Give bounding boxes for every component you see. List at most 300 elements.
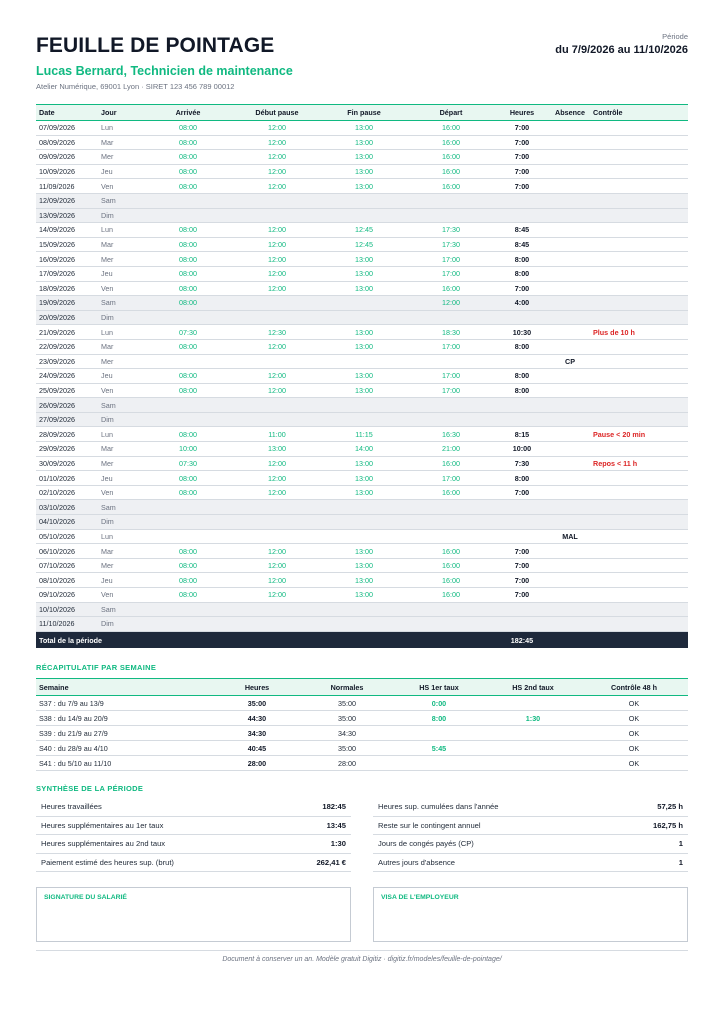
cell-absence: [550, 208, 590, 223]
cell-date: 26/09/2026: [36, 398, 98, 413]
cell-break-end: [320, 193, 408, 208]
cell-control: [590, 354, 688, 369]
total-value: 182:45: [494, 631, 550, 648]
cell-break-end: [320, 296, 408, 311]
cell-arrival: [142, 354, 234, 369]
cell-week-hours: 35:00: [212, 696, 302, 711]
cell-control: [590, 383, 688, 398]
weekly-summary-table: [36, 678, 688, 771]
table-row: [36, 310, 688, 325]
cell-control: [590, 369, 688, 384]
cell-arrival: [142, 602, 234, 617]
cell-date: 11/09/2026: [36, 179, 98, 194]
cell-break-end: 13:00: [320, 369, 408, 384]
cell-hours: 8:00: [494, 369, 550, 384]
cell-break-end: 12:45: [320, 237, 408, 252]
cell-arrival: 08:00: [142, 369, 234, 384]
cell-day: Dim: [98, 412, 142, 427]
cell-arrival: 08:00: [142, 237, 234, 252]
employer-visa-label: VISA DE L'EMPLOYEUR: [381, 894, 459, 901]
employee-name: Lucas Bernard, Technicien de maintenance: [36, 64, 293, 78]
cell-control: [590, 588, 688, 603]
period-value: du 7/9/2026 au 11/10/2026: [555, 44, 688, 56]
col-hours: Heures: [494, 105, 550, 121]
cell-hours: 7:00: [494, 485, 550, 500]
cell-absence: [550, 588, 590, 603]
cell-arrival: 08:00: [142, 558, 234, 573]
cell-break-end: 13:00: [320, 135, 408, 150]
cell-date: 21/09/2026: [36, 325, 98, 340]
cell-break-end: 13:00: [320, 150, 408, 165]
table-row: [36, 121, 688, 136]
cell-arrival: [142, 529, 234, 544]
cell-day: Lun: [98, 529, 142, 544]
cell-control: [590, 573, 688, 588]
cell-control: [590, 398, 688, 413]
cell-week-control: OK: [580, 696, 688, 711]
cell-break-start: 12:00: [234, 281, 320, 296]
cell-break-start: 12:00: [234, 588, 320, 603]
cell-break-end: [320, 500, 408, 515]
table-row: [36, 281, 688, 296]
cell-day: Jeu: [98, 573, 142, 588]
cell-break-end: 13:00: [320, 164, 408, 179]
cell-hours: [494, 529, 550, 544]
cell-control: [590, 412, 688, 427]
cell-break-end: 13:00: [320, 339, 408, 354]
synthesis-row: [373, 817, 688, 836]
cell-departure: 16:00: [408, 573, 494, 588]
cell-absence: [550, 369, 590, 384]
cell-hours: [494, 354, 550, 369]
cell-absence: [550, 296, 590, 311]
cell-week-hours: 40:45: [212, 741, 302, 756]
cell-absence: [550, 485, 590, 500]
synthesis-row: [373, 835, 688, 854]
cell-control: [590, 266, 688, 281]
cell-absence: [550, 252, 590, 267]
timesheet-header-row: [36, 105, 688, 121]
cell-hours: 7:00: [494, 121, 550, 136]
cell-day: Ven: [98, 383, 142, 398]
cell-arrival: 08:00: [142, 223, 234, 238]
cell-arrival: 08:00: [142, 296, 234, 311]
synthesis-row: [373, 854, 688, 873]
cell-date: 18/09/2026: [36, 281, 98, 296]
cell-date: 19/09/2026: [36, 296, 98, 311]
table-row: [36, 252, 688, 267]
cell-break-start: 12:00: [234, 150, 320, 165]
cell-hours: 8:45: [494, 237, 550, 252]
cell-date: 22/09/2026: [36, 339, 98, 354]
cell-week-ot1: 5:45: [392, 741, 486, 756]
cell-break-start: 12:00: [234, 383, 320, 398]
synthesis-label: Reste sur le contingent annuel: [378, 820, 481, 830]
cell-arrival: 08:00: [142, 252, 234, 267]
cell-arrival: 10:00: [142, 442, 234, 457]
cell-arrival: 08:00: [142, 383, 234, 398]
cell-week-normal: 34:30: [302, 726, 392, 741]
cell-date: 13/09/2026: [36, 208, 98, 223]
cell-departure: 16:00: [408, 164, 494, 179]
table-row: [36, 485, 688, 500]
cell-day: Dim: [98, 310, 142, 325]
cell-week-control: OK: [580, 756, 688, 771]
cell-hours: 8:00: [494, 471, 550, 486]
cell-departure: 17:00: [408, 383, 494, 398]
cell-control: [590, 544, 688, 559]
cell-break-end: 13:00: [320, 179, 408, 194]
cell-hours: 4:00: [494, 296, 550, 311]
cell-departure: 16:30: [408, 427, 494, 442]
cell-day: Dim: [98, 208, 142, 223]
cell-absence: [550, 442, 590, 457]
cell-control: [590, 500, 688, 515]
cell-break-end: 13:00: [320, 121, 408, 136]
cell-control: [590, 252, 688, 267]
cell-week-ot1: 8:00: [392, 711, 486, 726]
cell-date: 08/10/2026: [36, 573, 98, 588]
cell-control: [590, 208, 688, 223]
col-week-hours: Heures: [212, 679, 302, 696]
cell-control: [590, 179, 688, 194]
synthesis-title: SYNTHÈSE DE LA PÉRIODE: [36, 784, 144, 793]
cell-day: Sam: [98, 296, 142, 311]
cell-break-start: [234, 193, 320, 208]
cell-week-normal: 35:00: [302, 711, 392, 726]
cell-week-normal: 28:00: [302, 756, 392, 771]
cell-break-start: 12:00: [234, 252, 320, 267]
synthesis-row: [36, 817, 351, 836]
cell-date: 07/09/2026: [36, 121, 98, 136]
cell-day: Jeu: [98, 369, 142, 384]
cell-break-start: 12:00: [234, 223, 320, 238]
document-title: FEUILLE DE POINTAGE: [36, 34, 275, 57]
table-row: [36, 398, 688, 413]
cell-departure: 16:00: [408, 150, 494, 165]
cell-date: 02/10/2026: [36, 485, 98, 500]
weekly-row: [36, 696, 688, 711]
col-arrival: Arrivée: [142, 105, 234, 121]
synthesis-label: Heures travaillées: [41, 802, 102, 812]
cell-break-end: 13:00: [320, 383, 408, 398]
total-label: Total de la période: [36, 631, 494, 648]
synthesis-value: 1: [678, 857, 683, 867]
cell-arrival: [142, 500, 234, 515]
cell-break-end: 13:00: [320, 558, 408, 573]
synthesis-label: Heures sup. cumulées dans l'année: [378, 802, 499, 812]
cell-departure: 16:00: [408, 558, 494, 573]
cell-hours: 8:00: [494, 339, 550, 354]
cell-absence: [550, 164, 590, 179]
cell-break-start: [234, 296, 320, 311]
cell-break-start: [234, 515, 320, 530]
cell-departure: 16:00: [408, 485, 494, 500]
cell-absence: [550, 150, 590, 165]
cell-control: [590, 223, 688, 238]
cell-break-end: 11:15: [320, 427, 408, 442]
cell-hours: 7:00: [494, 164, 550, 179]
timesheet-page: [36, 30, 688, 963]
synthesis-row: [373, 798, 688, 817]
cell-week: S37 : du 7/9 au 13/9: [36, 696, 212, 711]
col-week: Semaine: [36, 679, 212, 696]
cell-absence: [550, 412, 590, 427]
cell-hours: 8:45: [494, 223, 550, 238]
cell-departure: 17:00: [408, 369, 494, 384]
cell-week-ot1: [392, 726, 486, 741]
cell-departure: 17:00: [408, 266, 494, 281]
cell-departure: [408, 617, 494, 632]
cell-hours: [494, 515, 550, 530]
table-row: [36, 164, 688, 179]
synthesis-row: [36, 835, 351, 854]
table-row: [36, 325, 688, 340]
cell-control: [590, 515, 688, 530]
cell-departure: 17:00: [408, 471, 494, 486]
cell-absence: [550, 135, 590, 150]
cell-absence: [550, 398, 590, 413]
cell-absence: [550, 310, 590, 325]
cell-break-start: 12:00: [234, 135, 320, 150]
cell-date: 10/10/2026: [36, 602, 98, 617]
synthesis-right: [373, 798, 688, 872]
cell-arrival: [142, 310, 234, 325]
table-row: [36, 456, 688, 471]
cell-day: Jeu: [98, 471, 142, 486]
timesheet-table: [36, 104, 688, 648]
cell-absence: [550, 223, 590, 238]
table-row: [36, 558, 688, 573]
table-row: [36, 427, 688, 442]
cell-departure: [408, 500, 494, 515]
table-row: [36, 150, 688, 165]
cell-absence: [550, 602, 590, 617]
cell-day: Ven: [98, 281, 142, 296]
table-row: [36, 193, 688, 208]
cell-hours: [494, 193, 550, 208]
cell-hours: [494, 208, 550, 223]
col-break-end: Fin pause: [320, 105, 408, 121]
cell-departure: 16:00: [408, 588, 494, 603]
synthesis-value: 57,25 h: [657, 802, 683, 812]
synthesis-row: [36, 854, 351, 873]
cell-day: Ven: [98, 179, 142, 194]
table-row: [36, 500, 688, 515]
cell-arrival: 08:00: [142, 135, 234, 150]
cell-date: 11/10/2026: [36, 617, 98, 632]
synthesis-value: 13:45: [326, 820, 346, 830]
cell-day: Mer: [98, 354, 142, 369]
cell-control: [590, 529, 688, 544]
synthesis-left: [36, 798, 351, 872]
synthesis-label: Heures supplémentaires au 1er taux: [41, 820, 164, 830]
cell-break-end: [320, 515, 408, 530]
cell-arrival: 08:00: [142, 588, 234, 603]
cell-hours: 7:00: [494, 573, 550, 588]
synthesis-value: 1:30: [330, 839, 346, 849]
cell-break-end: 13:00: [320, 471, 408, 486]
cell-break-end: 12:45: [320, 223, 408, 238]
cell-absence: [550, 617, 590, 632]
synthesis-value: 262,41 €: [316, 857, 346, 867]
cell-hours: 8:15: [494, 427, 550, 442]
cell-week-ot2: [486, 696, 580, 711]
cell-departure: 16:00: [408, 544, 494, 559]
cell-break-end: 13:00: [320, 266, 408, 281]
cell-break-end: 13:00: [320, 588, 408, 603]
cell-break-end: [320, 208, 408, 223]
synthesis-value: 162,75 h: [653, 820, 683, 830]
weekly-header-row: [36, 679, 688, 696]
cell-hours: [494, 310, 550, 325]
cell-break-start: 12:00: [234, 573, 320, 588]
cell-hours: 7:00: [494, 558, 550, 573]
cell-control: [590, 602, 688, 617]
cell-break-end: 13:00: [320, 252, 408, 267]
total-row: [36, 631, 688, 648]
cell-week-control: OK: [580, 741, 688, 756]
cell-day: Mar: [98, 442, 142, 457]
employee-signature-box[interactable]: [36, 887, 351, 942]
cell-control: [590, 296, 688, 311]
synthesis-label: Heures supplémentaires au 2nd taux: [41, 839, 166, 849]
cell-date: 09/10/2026: [36, 588, 98, 603]
cell-day: Jeu: [98, 266, 142, 281]
weekly-body: [36, 696, 688, 771]
cell-date: 20/09/2026: [36, 310, 98, 325]
cell-break-start: 12:00: [234, 456, 320, 471]
cell-arrival: 08:00: [142, 544, 234, 559]
cell-absence: [550, 325, 590, 340]
cell-day: Mar: [98, 135, 142, 150]
table-row: [36, 135, 688, 150]
cell-hours: [494, 398, 550, 413]
cell-hours: 7:00: [494, 544, 550, 559]
cell-arrival: [142, 193, 234, 208]
cell-date: 25/09/2026: [36, 383, 98, 398]
table-row: [36, 383, 688, 398]
cell-break-end: [320, 398, 408, 413]
cell-day: Mar: [98, 237, 142, 252]
cell-departure: 12:00: [408, 296, 494, 311]
cell-arrival: 08:00: [142, 164, 234, 179]
cell-hours: 10:30: [494, 325, 550, 340]
cell-control: [590, 310, 688, 325]
col-break-start: Début pause: [234, 105, 320, 121]
cell-day: Ven: [98, 588, 142, 603]
cell-absence: MAL: [550, 529, 590, 544]
cell-hours: 7:30: [494, 456, 550, 471]
cell-control: [590, 237, 688, 252]
col-week-ot1: HS 1er taux: [392, 679, 486, 696]
col-absence: Absence: [550, 105, 590, 121]
cell-break-start: 12:00: [234, 266, 320, 281]
cell-week-ot1: [392, 756, 486, 771]
cell-absence: [550, 193, 590, 208]
cell-control: [590, 617, 688, 632]
cell-absence: CP: [550, 354, 590, 369]
cell-departure: [408, 193, 494, 208]
cell-departure: 16:00: [408, 121, 494, 136]
cell-departure: 17:00: [408, 339, 494, 354]
cell-week-hours: 44:30: [212, 711, 302, 726]
cell-break-start: 12:30: [234, 325, 320, 340]
cell-week: S38 : du 14/9 au 20/9: [36, 711, 212, 726]
table-row: [36, 237, 688, 252]
cell-control: [590, 121, 688, 136]
cell-date: 17/09/2026: [36, 266, 98, 281]
cell-departure: [408, 515, 494, 530]
cell-absence: [550, 456, 590, 471]
cell-arrival: [142, 208, 234, 223]
cell-date: 07/10/2026: [36, 558, 98, 573]
cell-break-start: 12:00: [234, 558, 320, 573]
cell-departure: [408, 529, 494, 544]
cell-absence: [550, 281, 590, 296]
cell-departure: 16:00: [408, 179, 494, 194]
cell-break-end: [320, 617, 408, 632]
cell-hours: 10:00: [494, 442, 550, 457]
synthesis-value: 182:45: [322, 802, 346, 812]
employee-signature-label: SIGNATURE DU SALARIÉ: [44, 894, 127, 901]
synthesis-label: Jours de congés payés (CP): [378, 839, 474, 849]
cell-arrival: 08:00: [142, 266, 234, 281]
col-week-normal: Normales: [302, 679, 392, 696]
cell-control: [590, 135, 688, 150]
col-date: Date: [36, 105, 98, 121]
cell-absence: [550, 544, 590, 559]
cell-day: Mer: [98, 456, 142, 471]
employer-visa-box[interactable]: [373, 887, 688, 942]
cell-hours: 7:00: [494, 135, 550, 150]
cell-arrival: 08:00: [142, 281, 234, 296]
table-row: [36, 339, 688, 354]
cell-break-start: 12:00: [234, 164, 320, 179]
cell-control: [590, 193, 688, 208]
cell-arrival: 07:30: [142, 325, 234, 340]
cell-break-start: [234, 412, 320, 427]
cell-break-start: 12:00: [234, 485, 320, 500]
cell-departure: 16:00: [408, 456, 494, 471]
cell-absence: [550, 500, 590, 515]
cell-break-end: [320, 310, 408, 325]
cell-date: 29/09/2026: [36, 442, 98, 457]
cell-week-ot2: 1:30: [486, 711, 580, 726]
cell-day: Lun: [98, 427, 142, 442]
cell-control: Repos < 11 h: [590, 456, 688, 471]
cell-date: 09/09/2026: [36, 150, 98, 165]
document-header: [36, 30, 688, 90]
cell-hours: [494, 412, 550, 427]
cell-hours: 8:00: [494, 266, 550, 281]
cell-break-start: 12:00: [234, 237, 320, 252]
cell-departure: [408, 412, 494, 427]
cell-departure: [408, 208, 494, 223]
cell-arrival: [142, 617, 234, 632]
cell-break-end: 13:00: [320, 325, 408, 340]
table-row: [36, 208, 688, 223]
cell-break-end: 13:00: [320, 544, 408, 559]
cell-break-end: 13:00: [320, 485, 408, 500]
weekly-summary-title: RÉCAPITULATIF PAR SEMAINE: [36, 663, 157, 672]
weekly-row: [36, 711, 688, 726]
cell-break-start: [234, 398, 320, 413]
cell-arrival: [142, 398, 234, 413]
cell-day: Sam: [98, 398, 142, 413]
cell-break-start: [234, 310, 320, 325]
cell-date: 04/10/2026: [36, 515, 98, 530]
